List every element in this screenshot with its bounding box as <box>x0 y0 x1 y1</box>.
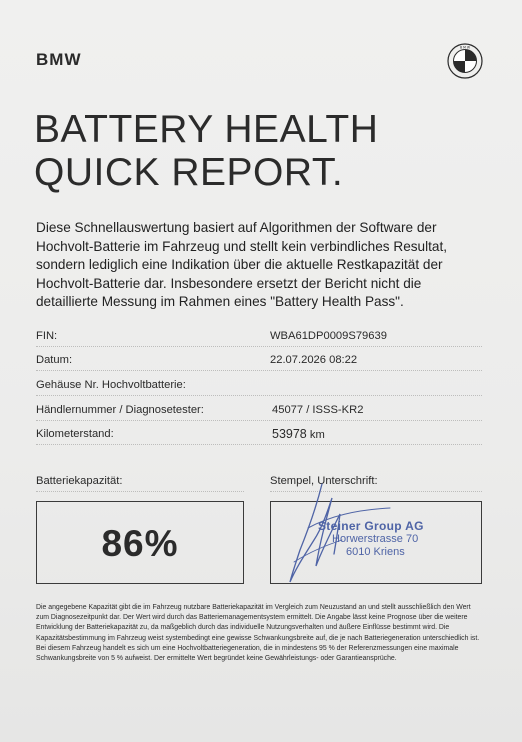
stamp-signature-label: Stempel, Unterschrift: <box>270 475 378 487</box>
date-value: 22.07.2026 08:22 <box>270 354 358 366</box>
battery-housing-label: Gehäuse Nr. Hochvoltbatterie: <box>36 379 186 391</box>
capacity-box <box>36 501 244 584</box>
divider <box>36 420 482 421</box>
divider <box>36 346 482 347</box>
intro-paragraph: Diese Schnellauswertung basiert auf Algorithmen der Software der Hochvolt-Batterie im Fahrzeug und stellt kein verbindliches Resultat, sondern lediglich eine Indikation über die aktuelle Restkapazität der Hochvolt-Batterie dar. Insbesondere ersetzt der Bericht nicht die detaillierte Messung im Rahmen eines "Battery Health Pass". <box>36 220 448 309</box>
capacity-value: 86% <box>101 523 179 564</box>
divider <box>36 370 482 371</box>
fin-value: WBA61DP0009S79639 <box>270 330 387 342</box>
disclaimer-text: Die angegebene Kapazität gibt die im Fahrzeug nutzbare Batteriekapazität im Vergleich zum Neuzustand an und stellt ausschließlich den Wert zum Diagnosezeitpunkt dar. Der Wert wird durch das Batteriemanagementsystem ermittelt. Die Angabe lässt keine Prognose über die weitere Entwicklung der Batteriekapazität zu, da maßgeblich durch das individuelle Nutzungsverhalten und äußere Einflüsse bestimmt wird. Die Kapazitätsbestimmung im Fahrzeug weist systembedingt eine gewisse Schwankungsbreite auf, die je nach Batteriegeneration unterschiedlich ist. Bei diesem Fahrzeug handelt es sich um eine Hochvoltbatteriegeneration, die in mindestens 95 % der Referenzmessungen eine maximale Schwankungsbreite von 5 % aufweist. Der ermittelte Wert begründet keine Gewährleistungs- oder Garantieansprüche. <box>36 604 480 663</box>
dealer-tester-label: Händlernummer / Diagnosetester: <box>36 404 204 416</box>
divider <box>36 491 244 492</box>
capacity-label: Batteriekapazität: <box>36 475 123 487</box>
brand-wordmark: BMW <box>36 50 82 69</box>
fin-label: FIN: <box>36 330 58 342</box>
mileage-unit: km <box>309 429 325 441</box>
divider <box>36 395 482 396</box>
stamp-city: 6010 Kriens <box>346 546 405 558</box>
mileage-number: 53978 <box>272 427 307 441</box>
date-label: Datum: <box>36 354 73 366</box>
title-line-1: BATTERY HEALTH <box>34 108 379 151</box>
report-title <box>34 108 378 194</box>
handwritten-signature <box>270 470 400 590</box>
mileage-value <box>272 427 325 441</box>
stamp-company: Steiner Group AG <box>318 519 424 533</box>
stamp-street: Horwerstrasse 70 <box>332 533 419 545</box>
title-line-2: QUICK REPORT. <box>34 151 344 194</box>
svg-text:B M W: B M W <box>459 45 471 50</box>
dealer-tester-value: 45077 / ISSS-KR2 <box>272 404 364 416</box>
divider <box>36 444 482 445</box>
mileage-label: Kilometerstand: <box>36 428 114 440</box>
bmw-roundel-icon <box>447 43 483 79</box>
